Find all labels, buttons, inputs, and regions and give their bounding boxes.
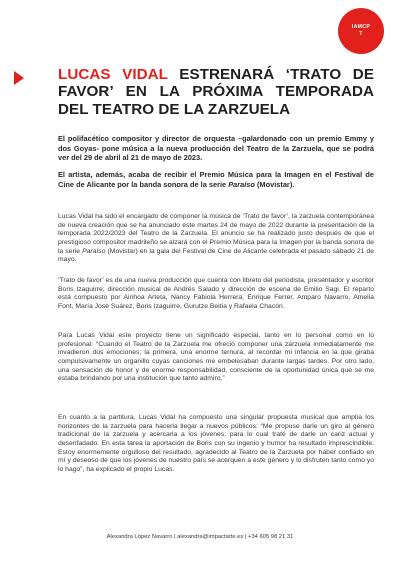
- body-paragraph-3: Para Lucas Vidal este proyecto tiene un significado especial, tanto en lo personal como en lo profesional: “Cuando el Teatro de la Zarzuela me ofreció componer una zarzuela inmediatamente me invadieron dos emociones; la primera, una enorme ternura, al recordar mi infancia en la que giraba compulsivamente un organillo cuyas canciones me embelesaban durante largas tardes. Por otro lado, una sensación de honor y de enorme responsabilidad, consciente de la oportunidad única que se me estaba brindando por una institución que tanto admiro.”: [58, 332, 374, 383]
- body1-series-title: Paraíso: [82, 247, 106, 255]
- body-paragraph-4: En cuanto a la partitura, Lucas Vidal ha compuesto una singular propuesta musical que amplía los horizontes de la zarzuela para hacerla llegar a nuevos públicos: “Me propuse darle un giro al género tradicional de la zarzuela y acercarla a los jóvenes; para lo cual traté de darle un cariz actual y desenfadado. En esta tarea la aportación de Boris con su ingenio y humor ha resultado imprescindible. Estoy enormemente orgulloso del resultado, agradecido al Teatro de la Zarzuela por haber confiado en mí y deseoso de que los jóvenes de nuestro país se acerquen a este género y lo disfruten tanto como yo lo hago”, ha explicado el propio Lucas.: [58, 414, 374, 473]
- body-paragraph-2: ‘Trato de favor’ es de una nueva producción que cuenta con libreto del periodista, presentador y escritor Boris Izaguirre; dirección musical de Andrés Salado y dirección de escena de Emilio Sagi. El reparto está compuesto por Ainhoa Arteta, Nancy Fabiola Herrera, Enrique Ferrer, Amparo Navarro, Amelia Font, María José Suárez, Boris Izaguirre, Gurutze Beitia y Rafaela Chacón.: [58, 277, 374, 310]
- brand-logo: [338, 8, 384, 54]
- body1-text-b: (Movistar) en la gala del Festival de Cine de Alicante celebrada el pasado sábado 21 de mayo.: [58, 247, 374, 264]
- lead-paragraph-1: El polifacético compositor y director de orquesta –galardonado con un premio Emmy y dos Goyas- pone música a la nueva producción del Teatro de la Zarzuela, que se podrá ver del 29 de abril al 21 de mayo de 2023.: [58, 134, 374, 163]
- headline-arrow-icon: [14, 71, 24, 85]
- footer-contact: Alexandra López Navarro | alexandra@impactarte.es | +34 605 98 21 31: [106, 534, 294, 540]
- brand-logo-text: IAMCPT: [351, 24, 371, 37]
- lead2-text-b: (Movistar).: [254, 179, 295, 189]
- title-rest: ESTRENARÁ ‘TRATO DE FAVOR’ EN LA PRÓXIMA TEMPORADA DEL TEATRO DE LA ZARZUELA: [58, 66, 374, 118]
- lead2-text-a: El artista, además, acaba de recibir el Premio Música para la Imagen en el Festival de Cine de Alicante por la banda sonora de la serie: [58, 170, 374, 189]
- lead2-series-title: Paraíso: [228, 179, 255, 189]
- body1-text-a: Lucas Vidal ha sido el encargado de componer la música de ‘Trato de favor’, la zarzuela contemporánea de nueva creación que se ha anunciado este martes 24 de mayo de 2022 durante la presentación de la temporada 2022/2023 del Teatro de la Zarzuela. El anuncio se ha realizado justo después de que el prestigioso compositor madrileño se alzará con el Premio Música para la Imagen por la banda sonora de la serie: [58, 213, 374, 255]
- title-accent: LUCAS VIDAL: [58, 66, 168, 83]
- page-title: [58, 66, 374, 118]
- body-paragraph-1: [58, 213, 374, 265]
- lead-paragraph-2: [58, 170, 374, 189]
